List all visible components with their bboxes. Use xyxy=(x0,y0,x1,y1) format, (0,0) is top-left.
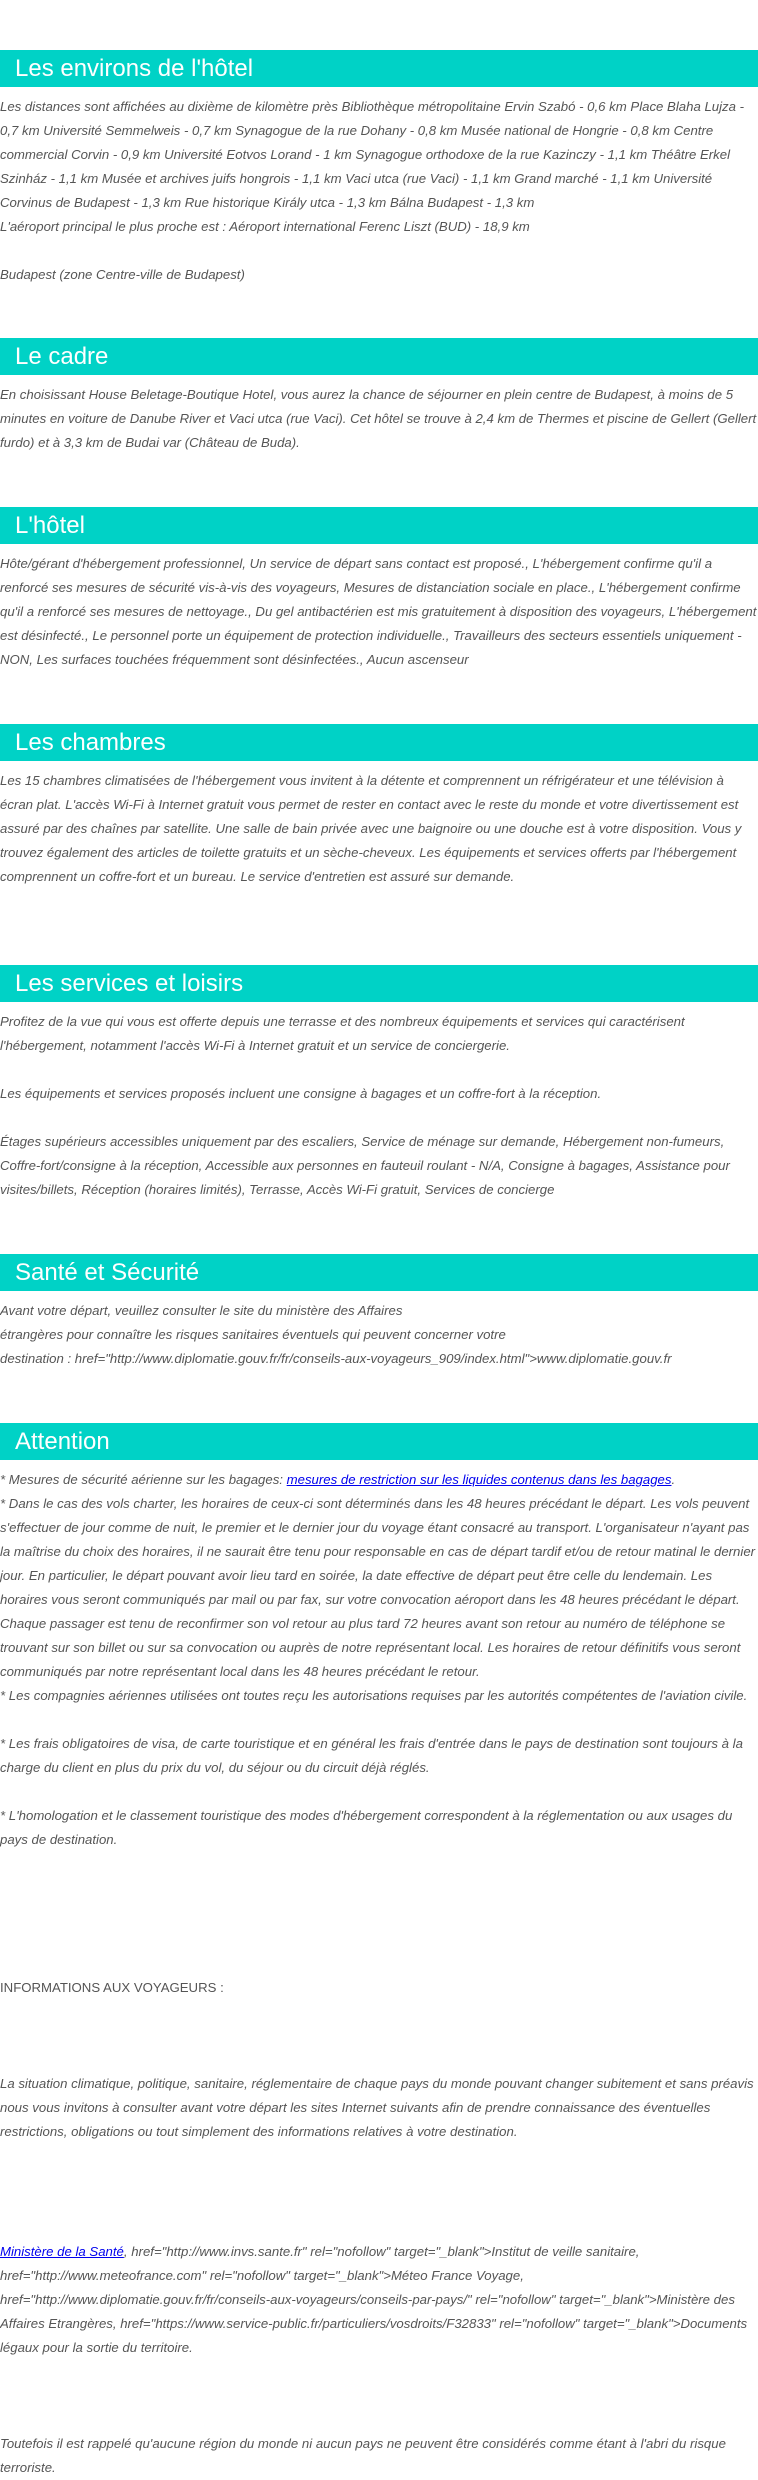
distances-text: Les distances sont affichées au dixième de kilomètre près Bibliothèque métropolitaine Ervin Szabó - 0,6 km Place Blaha Lujza - 0,7 km Université Semmelweis - 0,7 km Synagogue de la rue Dohany - 0,8 km Musée national de Hongrie - 0,8 km Centre commercial Corvin - 0,9 km Université Eotvos Lorand - 1 km Synagogue orthodoxe de la rue Kazinczy - 1,1 km Théâtre Erkel Szinház - 1,1 km Musée et archives juifs hongrois - 1,1 km Vaci utca (rue Vaci) - 1,1 km Grand marché - 1,1 km Université Corvinus de Budapest - 1,3 km Rue historique Király utca - 1,3 km Bálna Budapest - 1,3 km xyxy=(0,99,745,210)
services-text-2: Les équipements et services proposés incluent une consigne à bagages et un coffre-fort à la réception. xyxy=(0,1086,602,1101)
terror-paragraph: Toutefois il est rappelé qu'aucune région du monde ni aucun pays ne peuvent être considérés comme étant à l'abri du risque terroriste. xyxy=(0,2436,726,2475)
hotel-text: Hôte/gérant d'hébergement professionnel, Un service de départ sans contact est proposé., L'hébergement confirme qu'il a renforcé ses mesures de sécurité vis-à-vis des voyageurs, Mesures de distanciation sociale en place., L'hébergement confirme qu'il a renforcé ses mesures de nettoyage., Du gel antibactérien est mis gratuitement à disposition des voyageurs, L'hébergement est désinfecté., Le personnel porte un équipement de protection individuelle., Travailleurs des secteurs essentiels uniquement - NON, Les surfaces touchées fréquemment sont désinfectées., Aucun ascenseur xyxy=(0,556,757,667)
airlines-paragraph: * Les compagnies aériennes utilisées ont toutes reçu les autorisations requises par les autorités compétentes de l'aviation civile. xyxy=(0,1688,748,1703)
section-title-services: Les services et loisirs xyxy=(0,965,758,1002)
services-text-3: Étages supérieurs accessibles uniquement par des escaliers, Service de ménage sur demande, Hébergement non-fumeurs, Coffre-fort/consigne à la réception, Accessible aux personnes en fauteuil roulant - N/A, Consigne à bagages, Assistance pour visites/billets, Réception (horaires limités), Terrasse, Accès Wi-Fi gratuit, Services de concierge xyxy=(0,1134,730,1197)
section-terror xyxy=(0,2432,758,2480)
chambres-text: Les 15 chambres climatisées de l'hébergement vous invitent à la détente et comprennent un réfrigérateur et une télévision à écran plat. L'accès Wi-Fi à Internet gratuit vous permet de rester en contact avec le reste du monde et votre divertissement est assuré par des chaînes par satellite. Une salle de bain privée avec une baignoire ou une douche est à votre disposition. Vous y trouvez également des articles de toilette gratuits et un sèche-cheveux. Les équipements et services offerts par l'hébergement comprennent un coffre-fort et un bureau. Le service d'entretien est assuré sur demande. xyxy=(0,773,742,884)
section-attention xyxy=(0,1423,758,1852)
section-environs xyxy=(0,50,758,287)
section-climate xyxy=(0,2072,758,2144)
ministere-sante-link[interactable]: Ministère de la Santé xyxy=(0,2244,124,2259)
links-paragraph xyxy=(0,2240,758,2360)
section-info xyxy=(0,1976,758,2000)
homologation-paragraph: * L'homologation et le classement touristique des modes d'hébergement correspondent à la réglementation ou aux usages du pays de destination. xyxy=(0,1808,733,1847)
airport-text: L'aéroport principal le plus proche est : Aéroport international Ferenc Liszt (BUD) - 18,9 km xyxy=(0,219,530,234)
section-hotel xyxy=(0,507,758,672)
sante-line-1: Avant votre départ, veuillez consulter le site du ministère des Affaires xyxy=(0,1303,403,1318)
section-title-cadre: Le cadre xyxy=(0,338,758,375)
section-chambres xyxy=(0,724,758,889)
sante-line-3: destination : href="http://www.diplomatie.gouv.fr/fr/conseils-aux-voyageurs_909/index.html">www.diplomatie.gouv.fr xyxy=(0,1351,672,1366)
section-title-hotel: L'hôtel xyxy=(0,507,758,544)
fees-paragraph: * Les frais obligatoires de visa, de carte touristique et en général les frais d'entrée dans le pays de destination sont toujours à la charge du client en plus du prix du vol, du séjour ou du circuit déjà réglés. xyxy=(0,1736,743,1775)
security-prefix: * Mesures de sécurité aérienne sur les bagages: xyxy=(0,1472,287,1487)
section-title-sante: Santé et Sécurité xyxy=(0,1254,758,1291)
section-services xyxy=(0,965,758,1202)
climate-line-2: nous vous invitons à consulter avant votre départ les sites Internet suivants afin de prendre connaissance des éventuelles restrictions, obligations ou tout simplement des informations relatives à votre destination. xyxy=(0,2100,711,2139)
section-title-chambres: Les chambres xyxy=(0,724,758,761)
links-rest: , href="http://www.invs.sante.fr" rel="nofollow" target="_blank">Institut de veille sanitaire, href="http://www.meteofrance.com" rel="nofollow" target="_blank">Méteo France Voyage, href="http://www.diplomatie.gouv.fr/fr/conseils-aux-voyageurs/conseils-par-pays/" rel="nofollow" target="_blank">Ministère des Affaires Etrangères, href="https://www.service-public.fr/particuliers/vosdroits/F32833" rel="nofollow" target="_blank">Documents légaux pour la sortie du territoire. xyxy=(0,2244,748,2355)
charter-paragraph: * Dans le cas des vols charter, les horaires de ceux-ci sont déterminés dans les 48 heures précédant le départ. Les vols peuvent s'effectuer de jour comme de nuit, le premier et le dernier jour du voyage étant consacré au transport. L'organisateur n'ayant pas la maîtrise du choix des horaires, il ne saurait être tenu pour responsable en cas de départ tardif et/ou de retour matinal le dernier jour. En particulier, le départ pouvant avoir lieu tard en soirée, la date effective de départ peut être celle du lendemain. Les horaires vous seront communiqués par mail ou par fax, sur votre convocation aéroport dans les 48 heures précédant le départ. Chaque passager est tenu de reconfirmer son vol retour au plus tard 72 heures avant son retour au numéro de téléphone se trouvant sur son billet ou sur sa convocation ou auprès de notre représentant local. Les horaires de retour définitifs vous seront communiqués par notre représentant local dans les 48 heures précédant le retour. xyxy=(0,1496,756,1679)
climate-line-1: La situation climatique, politique, sanitaire, réglementaire de chaque pays du monde pouvant changer subitement et sans préavis xyxy=(0,2076,754,2091)
info-heading: INFORMATIONS AUX VOYAGEURS : xyxy=(0,1980,224,1995)
section-links xyxy=(0,2240,758,2360)
cadre-text: En choisissant House Beletage-Boutique Hotel, vous aurez la chance de séjourner en plein centre de Budapest, à moins de 5 minutes en voiture de Danube River et Vaci utca (rue Vaci). Cet hôtel se trouve à 2,4 km de Thermes et piscine de Gellert (Gellert furdo) et à 3,3 km de Budai var (Château de Buda). xyxy=(0,387,757,450)
liquids-restriction-link[interactable]: mesures de restriction sur les liquides contenus dans les bagages xyxy=(286,1472,672,1487)
section-title-attention: Attention xyxy=(0,1423,758,1460)
section-title-environs: Les environs de l'hôtel xyxy=(0,50,758,87)
section-sante xyxy=(0,1254,758,1371)
section-cadre xyxy=(0,338,758,455)
environs-text xyxy=(0,95,758,287)
security-paragraph xyxy=(0,1468,758,1492)
security-suffix: . xyxy=(671,1472,676,1487)
services-text-1: Profitez de la vue qui vous est offerte depuis une terrasse et des nombreux équipements et services qui caractérisent l'hébergement, notamment l'accès Wi-Fi à Internet gratuit et un service de conciergerie. xyxy=(0,1014,685,1053)
sante-line-2: étrangères pour connaître les risques sanitaires éventuels qui peuvent concerner votre xyxy=(0,1327,506,1342)
zone-text: Budapest (zone Centre-ville de Budapest) xyxy=(0,267,245,282)
